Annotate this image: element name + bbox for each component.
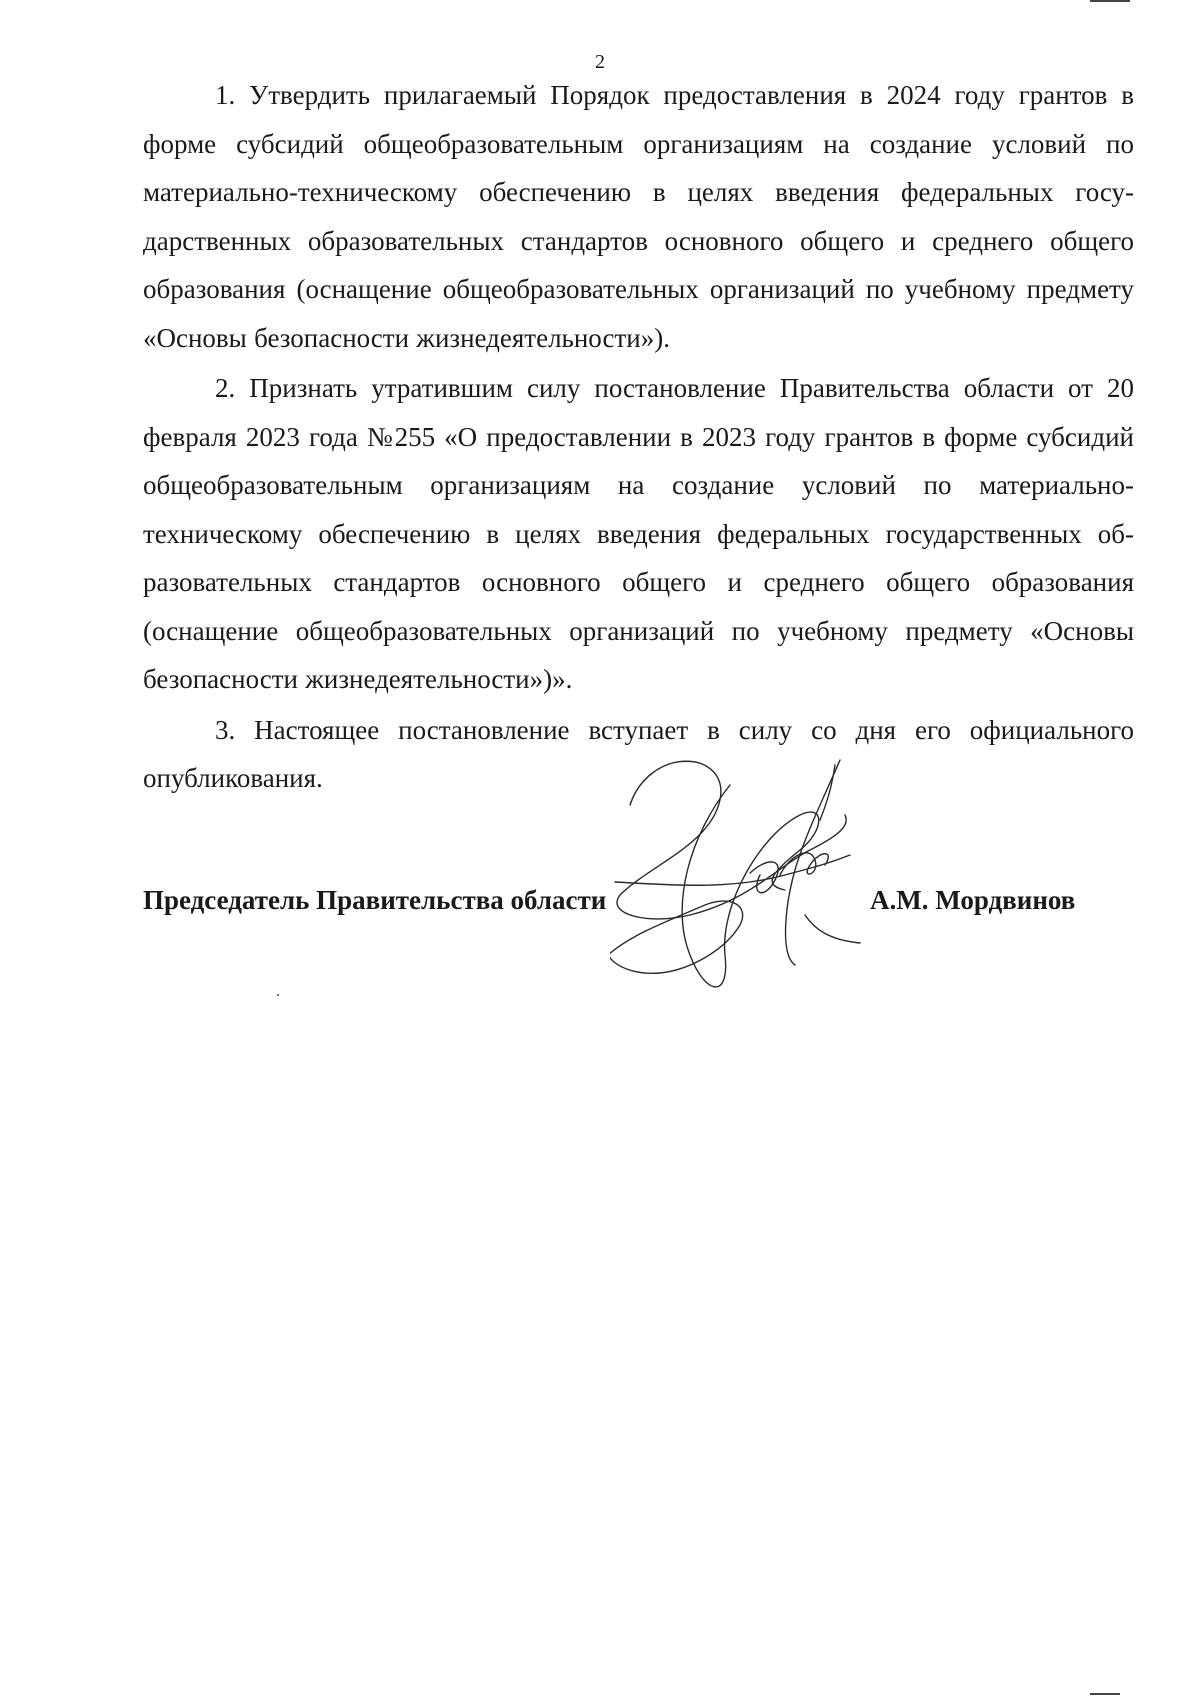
paragraph-approve-procedure: 1. Утвердить прилагаемый Порядок предоставления в 2024 году грантов в форме субсидий общеобразовательным организациям на создание условий по материально-техническому обеспечению в целях введения федеральных государственных образовательных стандартов основного общего и среднего общего образования (оснащение общеобразовательных организаций по учебному предмету «Основы безопасности жизнедеятельности»). [143,80,1134,353]
page-number: 2 [595,51,605,73]
paragraph-repeal-resolution: 2. Признать утратившим силу постановление Правительства области от 20 февраля 2023 года №255 «О предоставлении в 2023 году грантов в форме субсидий общеобразовательным организациям на создание условий по материально-техническому обеспечению в целях введения федеральных государственных образовательных стандартов основного общего и среднего общего образования (оснащение общеобразовательных организаций по учебному предмету «Основы безопасности жизнедеятельности»)». [143,373,1134,694]
scan-dot [277,994,279,996]
scan-mark-bottom-right [1090,1693,1120,1695]
paragraph-entry-into-force: 3. Настоящее постановление вступает в силу со дня его официального опубликования. [143,714,1134,793]
scan-mark-top-right [1090,0,1130,2]
document-body [143,71,1134,805]
signer-name: А.М. Мордвинов [870,885,1076,915]
handwritten-signature [610,755,940,1035]
signer-title: Председатель Правительства области [143,885,607,915]
